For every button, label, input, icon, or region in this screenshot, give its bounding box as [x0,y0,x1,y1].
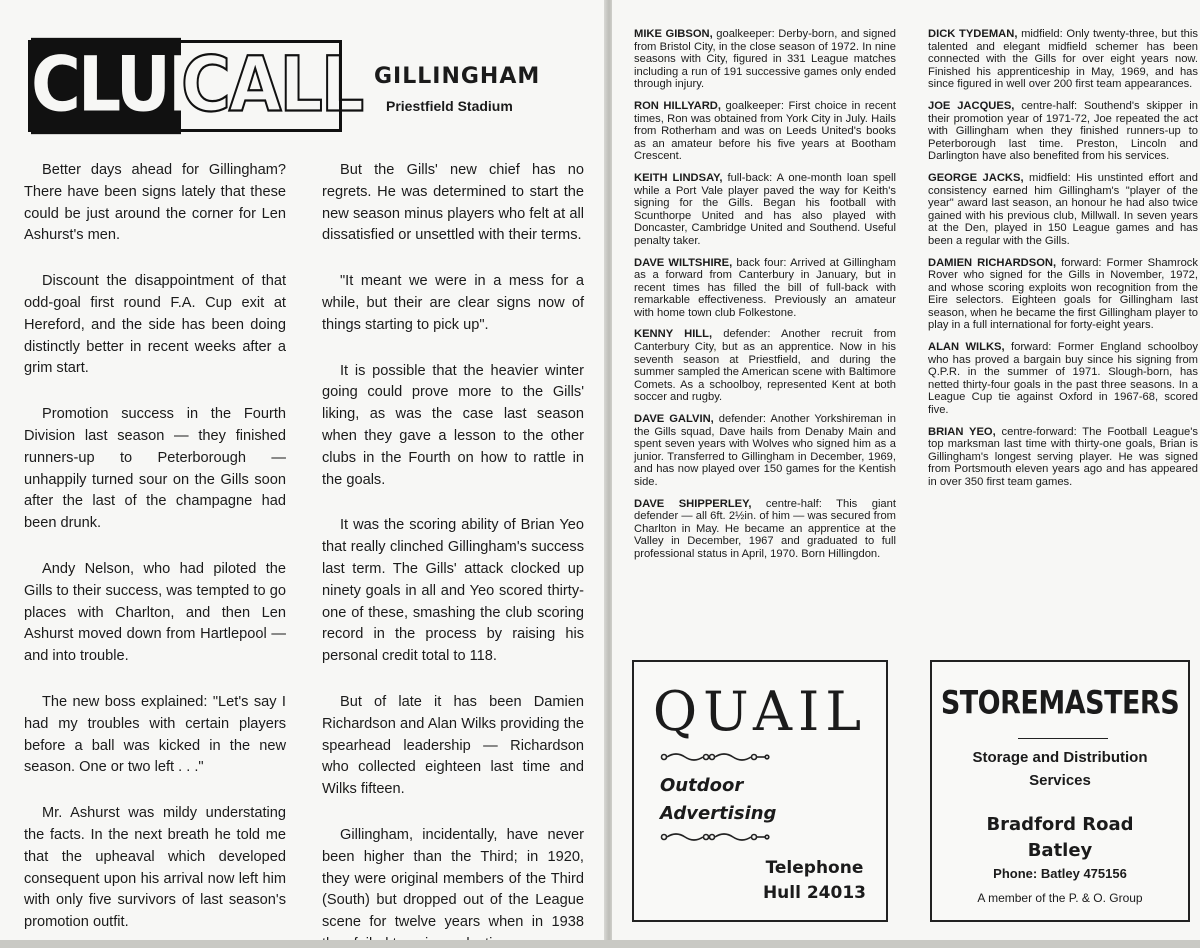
article-paragraph: The new boss explained: "Let's say I had my troubles with certain players before a ball was kicked in the new season. One or two left . . ." [24,693,286,776]
player-name: DAVE SHIPPERLEY, [634,497,752,510]
player-profile [634,100,896,163]
player-description: goalkeeper: Derby-born, and signed from Bristol City, in the close season of 1972. In nine seasons with City, figured in 331 League matches including a run of 191 successive games only ended through injury. [634,28,896,91]
decorative-scroll-icon [660,830,770,844]
storemasters-address-line-1: Bradford Road [986,814,1134,835]
article-paragraph: But of late it has been Damien Richardson and Alan Wilks providing the spearhead leadership — Richardson who collected eighteen last time and Wilks fifteen. [322,693,584,798]
player-profile [928,426,1198,489]
player-name: DAMIEN RICHARDSON, [928,256,1057,269]
article-column-2 [322,160,584,948]
player-profile [634,413,896,489]
quail-advertisement [632,660,888,922]
club-name-heading: GILLINGHAM [374,64,541,89]
storemasters-group-note: A member of the P. & O. Group [977,891,1143,905]
logo-word-call: CALL [181,41,363,130]
article-paragraph: Andy Nelson, who had piloted the Gills to their success, was tempted to go places with Charlton, and then Len Ashurst moved down from Hartlepool — and into trouble. [24,560,286,665]
player-name: BRIAN YEO, [928,425,996,438]
quail-tagline [660,772,776,828]
player-profile [634,28,896,91]
player-name: GEORGE JACKS, [928,171,1024,184]
quail-telephone [763,856,866,906]
player-profile [634,172,896,248]
article-paragraph: Gillingham, incidentally, have never been higher than the Third; in 1920, they were original members of the Third (South) but dropped out of the League scene for twelve years when in 1938 [322,826,584,931]
decorative-scroll-icon [660,750,770,764]
player-name: RON HILLYARD, [634,99,721,112]
page-bottom-edge [0,940,1200,948]
storemasters-service-line-2: Services [1029,772,1091,789]
article-paragraph: Promotion success in the Fourth Division last season — they finished runners-up to Peterborough — unhappily turned sour on the Gills soon after the last of the champagne had been drunk. [24,406,286,532]
article-paragraph: "It meant we were in a mess for a while, but their are clear signs now of things starting to pick up". [322,273,584,333]
player-profile [928,257,1198,333]
player-description: goalkeeper: First choice in recent times, Ron was obtained from York City in July. Hails from Rotherham and was on Leeds United's books as an amateur before his five years at Bootham Crescent. [634,99,896,163]
quail-tagline-line-1: Outdoor [660,775,744,796]
quail-telephone-label: Telephone [765,858,864,878]
article-paragraph: It was the scoring ability of Brian Yeo that really clinched Gillingham's success last term. The Gills' attack clocked up ninety goals in all and Yeo scored thirty-one of these, smashing the club scoring record in the process by raising his personal credit total to 118. [322,517,584,665]
player-name: MIKE GIBSON, [634,28,713,40]
logo-word-club: CLUB [31,38,181,134]
player-profiles-column-1 [634,28,896,570]
storemasters-brand-name: STOREMASTERS [940,684,1180,723]
article-paragraph: Discount the disappointment of that odd-goal first round F.A. Cup exit at Hereford, and the side has been doing distinctly better in recent weeks after a grim start. [24,273,286,377]
player-description: forward: Former Shamrock Rover who signed for the Gills in November, 1972, and whose scoring exploits won recognition from the Eire selectors. Eighteen goals for Gillingham last season, when he became the first Gillingham player to play in a full international for forty-eight years. [928,256,1198,332]
player-description: midfield: His unstinted effort and consistency earned him Gillingham's "player of the year" award last season, an honour he had also twice gained with his previous club, Millwall. In seven years at the Den, played in 150 League games and has been a regular with the Gills. [928,171,1198,247]
storemasters-service-line-1: Storage and Distribution [972,749,1148,766]
player-description: centre-forward: The Football League's top marksman last time with thirty-one goals, Brian is Gillingham's longest serving player. He was signed from Portsmouth eleven years ago and has appeared in over 350 first team games. [928,425,1198,488]
player-profile [634,328,896,404]
storemasters-address-line-2: Batley [1027,840,1093,861]
player-description: back four: Arrived at Gillingham as a forward from Canterbury in January, but in recent times has filled the bill of full-back with remarkable effectiveness. Previously an amateur with home town club Folkestone. [634,256,896,319]
storemasters-advertisement [930,660,1190,922]
player-name: KENNY HILL, [634,328,713,341]
storemasters-services [932,746,1188,792]
player-profile [928,28,1198,91]
player-name: JOE JACQUES, [928,99,1015,112]
player-profile [634,257,896,320]
quail-brand-name: QUAIL [652,680,868,743]
player-profile [928,341,1198,417]
divider [1018,738,1108,739]
article-paragraph: But the Gills' new chief has no regrets. He was determined to start the new season minus players who felt at all dissatisfied or unsettled with their terms. [322,162,584,244]
article-paragraph: Mr. Ashurst was mildy understating the facts. In the next breath he told me that the upheaval which developed consequent upon his arrival now left him with only five survivors of last season's promotion outfit. [24,805,286,931]
storemasters-address [932,812,1188,864]
club-call-logo [28,40,363,132]
player-profiles-column-2 [928,28,1198,498]
player-description: defender: Another recruit from Canterbury City, but as an apprentice. Now in his seventh season at Priestfield, and during the summer sampled the American scene with Baltimore Comets. As a schoolboy, represented Kent at both soccer and rugby. [634,328,896,404]
player-name: DAVE WILTSHIRE, [634,256,733,269]
player-profile [928,172,1198,248]
player-description: full-back: A one-month loan spell while a Port Vale player paved the way for Keith's signing for the Gills. Began his football with Scunthorpe United and has also played with Doncaster, Cambridge United and Southend. Useful penalty taker. [634,171,896,247]
article-paragraph: It is possible that the heavier winter going could prove more to the Gills' liking, as was the case last season when they gave a lesson to the other clubs in the Fourth on how to rattle in the goals. [322,362,584,488]
quail-telephone-number: Hull 24013 [762,883,866,903]
player-description: centre-half: This giant defender — all 6ft. 2½in. of him — was secured from Charlton in May. He became an apprentice at the Valley in December, 1967 and graduated to full professional status in April, 1970. Born Hillingdon. [634,497,896,560]
player-description: defender: Another Yorkshireman in the Gills squad, Dave hails from Denaby Main and spent seven years with Wolves who signed him as a junior. Transferred to Gillingham in December, 1969, and has now played over 150 games for the Kentish side. [634,413,897,488]
player-name: DICK TYDEMAN, [928,28,1018,40]
player-name: DAVE GALVIN, [634,413,714,426]
player-description: forward: Former England schoolboy who has proved a bargain buy since his signing from Q.P.R. in the summer of 1971. Slough-born, has netted thirty-four goals in the past three seasons. In a League Cup tie against Oxford in 1967-68, scored five. [928,341,1198,417]
player-description: centre-half: Southend's skipper in their promotion year of 1971-72, Joe repeated the act with Gillingham when they finished runners-up to Peterborough last time. Preston, Lincoln and Darlington have also benefited from his services. [928,99,1198,163]
player-description: midfield: Only twenty-three, but this talented and elegant midfield schemer has been connected with the Gills for over eight years now. Finished his apprenticeship in May, 1969, and has since figured in well over 200 first team appearances. [928,28,1198,91]
article-paragraph: Better days ahead for Gillingham? There have been signs lately that these could be just around the corner for Len Ashurst's men. [24,162,286,244]
quail-tagline-line-2: Advertising [660,803,777,824]
player-name: ALAN WILKS, [928,341,1005,354]
right-page [612,0,1200,948]
storemasters-phone: Phone: Batley 475156 [993,866,1127,881]
player-profile [928,100,1198,163]
player-name: KEITH LINDSAY, [634,171,723,184]
player-profile [634,498,896,561]
article-column-1 [24,160,286,948]
stadium-subheading: Priestfield Stadium [386,98,513,114]
